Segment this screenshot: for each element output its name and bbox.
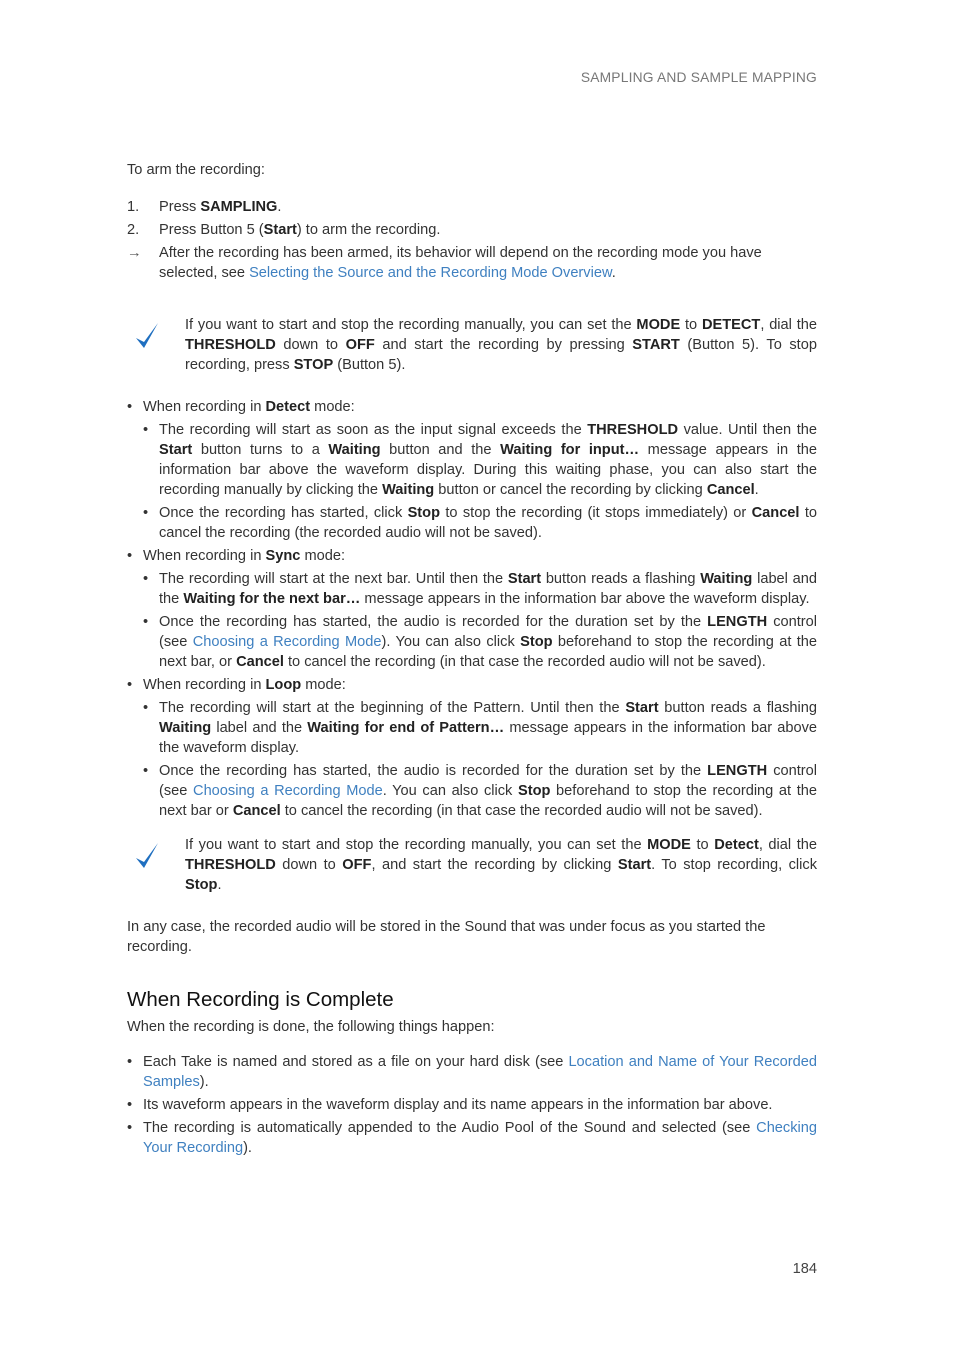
section-heading: When Recording is Complete — [127, 988, 394, 1011]
bullet: • — [127, 1054, 133, 1070]
step-number: 1. — [127, 199, 140, 215]
mode-list — [127, 397, 817, 821]
list-item: • The recording will start at the next bar. Until then the Start button reads a flashing Waiting label and the Waiting for the next bar… message appears in the information bar above the waveform display. — [143, 571, 817, 607]
bullet: • — [143, 700, 149, 716]
list-item: • The recording will start at the beginning of the Pattern. Until then the Start button reads a flashing Waiting label and the Waiting for end of Pattern… message appears in the information bar above the waveform display. — [143, 700, 817, 756]
running-header: SAMPLING AND SAMPLE MAPPING — [580, 70, 817, 85]
checkmark-icon — [135, 321, 159, 351]
list-item: • Its waveform appears in the waveform display and its name appears in the information bar above. — [127, 1097, 773, 1113]
list-item: • Once the recording has started, the audio is recorded for the duration set by the LENGTH control (see Choosing a Recording Mode. You can also click Stop beforehand to stop the recording at the next bar or Cancel to cancel the recording (in that case the recorded audio will not be saved). — [143, 763, 818, 819]
note-box: If you want to start and stop the recording manually, you can set the MODE to DETECT, dial the THRESHOLD down to OFF and start the recording by pressing START (Button 5). To stop recording, press STOP (Button 5). — [127, 315, 817, 375]
list-item: • Once the recording has started, click Stop to stop the recording (it stops immediately) or Cancel to cancel the recording (the recorded audio will not be saved). — [143, 505, 817, 541]
sub-list — [143, 420, 817, 543]
bullet: • — [143, 614, 149, 630]
step-result: → After the recording has been armed, its behavior will depend on the recording mode you have selected, see Selecting the Source and the Recording Mode Overview. — [127, 245, 762, 281]
step-item: 1. Press SAMPLING. — [127, 199, 282, 215]
bullet: • — [143, 571, 149, 587]
list-item-sync-mode: • When recording in Sync mode: • The recording will start at the next bar. Until then the Start button reads a flashing Waiting label and the Waiting for the next bar… message appears in the information bar above the waveform display. • Once the recording has started, the audio is recorded for the duration set by the LENGTH control (see Choosing a Recording Mode). You can also click Stop beforehand to stop the recording at the next bar, or Cancel to cancel the recording (in that case the recorded audio will not be saved). — [127, 548, 817, 670]
bullet: • — [127, 1120, 133, 1136]
arrow-right-icon: → — [127, 245, 142, 261]
bullet: • — [127, 677, 133, 693]
link-checking-your-recording[interactable]: Checking Your Recording — [143, 1120, 817, 1156]
intro-text: To arm the recording: — [127, 162, 265, 178]
step-list — [127, 197, 817, 240]
bullet: • — [143, 422, 149, 438]
list-item: • The recording is automatically appended to the Audio Pool of the Sound and selected (see Checking Your Recording). — [127, 1120, 817, 1156]
section-intro: When the recording is done, the following things happen: — [127, 1019, 495, 1035]
link-choosing-recording-mode[interactable]: Choosing a Recording Mode — [193, 783, 383, 799]
note-box: If you want to start and stop the recording manually, you can set the MODE to Detect, dial the THRESHOLD down to OFF, and start the recording by clicking Start. To stop recording, click Stop. — [127, 835, 817, 895]
bullet: • — [127, 399, 133, 415]
sub-list — [143, 698, 817, 821]
page-number: 184 — [792, 1261, 817, 1277]
sub-list — [143, 569, 817, 672]
page-content — [127, 160, 817, 1161]
summary-paragraph: In any case, the recorded audio will be stored in the Sound that was under focus as you started the recording. — [127, 919, 766, 955]
checkmark-icon — [135, 841, 159, 871]
list-item-detect-mode: • When recording in Detect mode: • The recording will start as soon as the input signal exceeds the THRESHOLD value. Until then the Start button turns to a Waiting button and the Waiting for input… message appears in the information bar above the waveform display. During this waiting phase, you can also start the recording manually by clicking the Waiting button or cancel the recording by clicking Cancel. • Once the recording has started, click Stop to stop the recording (it stops immediately) or Cancel to cancel the recording (the recorded audio will not be saved). — [127, 399, 817, 541]
link-recording-mode-overview[interactable]: Selecting the Source and the Recording Mode Overview — [249, 265, 612, 281]
bullet: • — [127, 548, 133, 564]
list-item: • Once the recording has started, the audio is recorded for the duration set by the LENGTH control (see Choosing a Recording Mode). You can also click Stop beforehand to stop the recording at the next bar, or Cancel to cancel the recording (in that case the recorded audio will not be saved). — [143, 614, 817, 670]
list-item: • The recording will start as soon as the input signal exceeds the THRESHOLD value. Until then the Start button turns to a Waiting button and the Waiting for input… message appears in the information bar above the waveform display. During this waiting phase, you can also start the recording manually by clicking the Waiting button or cancel the recording by clicking Cancel. — [143, 422, 817, 498]
list-item: • Each Take is named and stored as a file on your hard disk (see Location and Name of Your Recorded Samples). — [127, 1054, 817, 1090]
step-number: 2. — [127, 222, 140, 238]
bullet: • — [127, 1097, 133, 1113]
list-item-loop-mode: • When recording in Loop mode: • The recording will start at the beginning of the Pattern. Until then the Start button reads a flashing Waiting label and the Waiting for end of Pattern… message appears in the information bar above the waveform display. • Once the recording has started, the audio is recorded for the duration set by the LENGTH control (see Choosing a Recording Mode. You can also click Stop beforehand to stop the recording at the next bar or Cancel to cancel the recording (in that case the recorded audio will not be saved). — [127, 677, 818, 819]
result-list — [127, 1052, 817, 1158]
step-item: 2. Press Button 5 (Start) to arm the recording. — [127, 222, 441, 238]
bullet: • — [143, 763, 149, 779]
link-choosing-recording-mode[interactable]: Choosing a Recording Mode — [192, 634, 382, 650]
bullet: • — [143, 505, 149, 521]
link-location-and-name[interactable]: Location and Name of Your Recorded Samples — [143, 1054, 817, 1090]
